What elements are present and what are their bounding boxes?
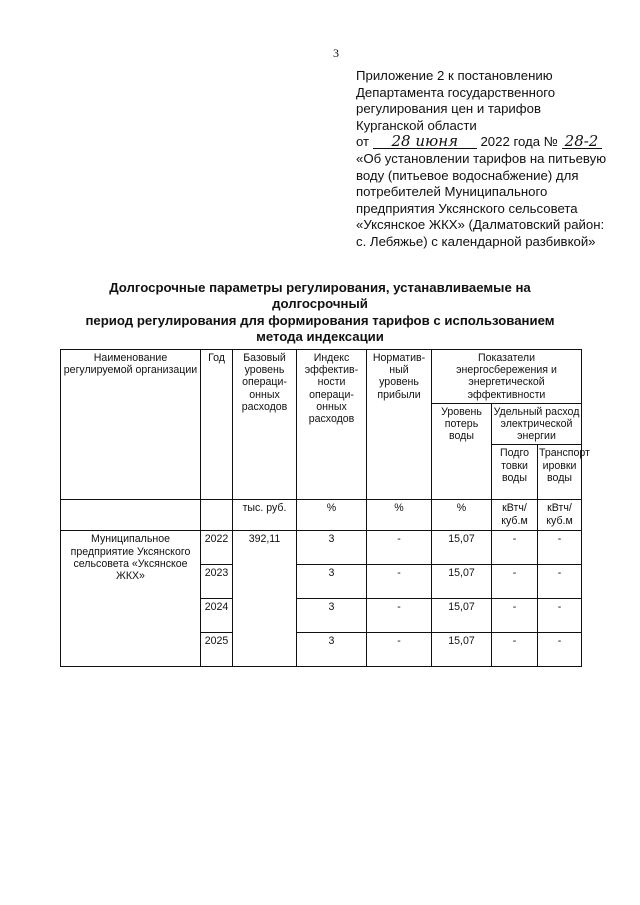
cell-index: 3 bbox=[297, 599, 367, 633]
document-heading bbox=[60, 280, 580, 346]
handwritten-number: 28-2 bbox=[562, 134, 602, 149]
organization-name: Муниципальное предприятие Уксянского сельсовета «Уксянское ЖКХ» bbox=[61, 531, 201, 667]
cell-year: 2023 bbox=[201, 565, 233, 599]
appendix-title-line: «Уксянское ЖКХ» (Далматовский район: bbox=[356, 217, 605, 233]
appendix-title-line: потребителей Муниципального bbox=[356, 184, 548, 200]
cell-preparation: - bbox=[492, 633, 538, 667]
unit-preparation: кВтч/ куб.м bbox=[492, 500, 538, 531]
appendix-title-line: воду (питьевое водоснабжение) для bbox=[356, 167, 579, 183]
header-energy-indicators: Показатели энергосбережения и энергетической эффективности bbox=[432, 350, 582, 404]
header-transportation: Транспорт ировки воды bbox=[538, 445, 582, 500]
cell-profit: - bbox=[367, 599, 432, 633]
heading-line: метода индексации bbox=[256, 329, 384, 345]
handwritten-date: 28 июня bbox=[373, 134, 477, 149]
regulation-parameters-table bbox=[60, 349, 590, 667]
appendix-title-line: «Об установлении тарифов на питьевую bbox=[356, 150, 607, 166]
appendix-line: Курганской области bbox=[356, 117, 477, 133]
cell-profit: - bbox=[367, 531, 432, 565]
page-number: 3 bbox=[333, 46, 339, 60]
heading-line: период регулирования для формирования тарифов с использованием bbox=[85, 312, 555, 328]
cell-profit: - bbox=[367, 565, 432, 599]
cell-loss: 15,07 bbox=[432, 531, 492, 565]
unit-profit-level: % bbox=[367, 500, 432, 531]
cell-preparation: - bbox=[492, 599, 538, 633]
unit-empty bbox=[61, 500, 201, 531]
unit-water-loss: % bbox=[432, 500, 492, 531]
appendix-block bbox=[356, 68, 616, 251]
cell-year: 2025 bbox=[201, 633, 233, 667]
year-text: 2022 года № bbox=[480, 134, 558, 150]
cell-transportation: - bbox=[538, 565, 582, 599]
header-specific-consumption: Удельный расход электрической энергии bbox=[492, 403, 582, 445]
base-value: 392,11 bbox=[233, 531, 297, 667]
appendix-title-line: с. Лебяжье) с календарной разбивкой» bbox=[356, 233, 596, 249]
unit-efficiency-index: % bbox=[297, 500, 367, 531]
date-line bbox=[356, 134, 616, 151]
cell-profit: - bbox=[367, 633, 432, 667]
header-efficiency-index: Индекс эффектив-ности операци-онных расходов bbox=[297, 350, 367, 500]
header-year: Год bbox=[201, 350, 233, 500]
unit-empty bbox=[201, 500, 233, 531]
table-header-row bbox=[61, 350, 582, 404]
cell-index: 3 bbox=[297, 565, 367, 599]
units-row bbox=[61, 500, 582, 531]
appendix-line: Приложение 2 к постановлению bbox=[356, 68, 553, 83]
appendix-line: регулирования цен и тарифов bbox=[356, 101, 541, 117]
unit-base-level: тыс. руб. bbox=[233, 500, 297, 531]
cell-transportation: - bbox=[538, 633, 582, 667]
header-base-level: Базовый уровень операци-онных расходов bbox=[233, 350, 297, 500]
cell-year: 2024 bbox=[201, 599, 233, 633]
cell-transportation: - bbox=[538, 531, 582, 565]
table-row bbox=[61, 531, 582, 565]
cell-year: 2022 bbox=[201, 531, 233, 565]
heading-line: Долгосрочные параметры регулирования, устанавливаемые на долгосрочный bbox=[109, 280, 531, 312]
header-water-loss: Уровень потерь воды bbox=[432, 403, 492, 500]
unit-transportation: кВтч/ куб.м bbox=[538, 500, 582, 531]
date-prefix: от bbox=[356, 134, 370, 150]
cell-loss: 15,07 bbox=[432, 565, 492, 599]
cell-loss: 15,07 bbox=[432, 599, 492, 633]
header-organization: Наименование регулируемой организации bbox=[61, 350, 201, 500]
appendix-line: Департамента государственного bbox=[356, 84, 556, 100]
cell-preparation: - bbox=[492, 531, 538, 565]
cell-transportation: - bbox=[538, 599, 582, 633]
cell-index: 3 bbox=[297, 633, 367, 667]
header-preparation: Подго товки воды bbox=[492, 445, 538, 500]
appendix-title-line: предприятия Уксянского сельсовета bbox=[356, 200, 578, 216]
cell-index: 3 bbox=[297, 531, 367, 565]
cell-loss: 15,07 bbox=[432, 633, 492, 667]
cell-preparation: - bbox=[492, 565, 538, 599]
header-profit-level: Норматив-ный уровень прибыли bbox=[367, 350, 432, 500]
